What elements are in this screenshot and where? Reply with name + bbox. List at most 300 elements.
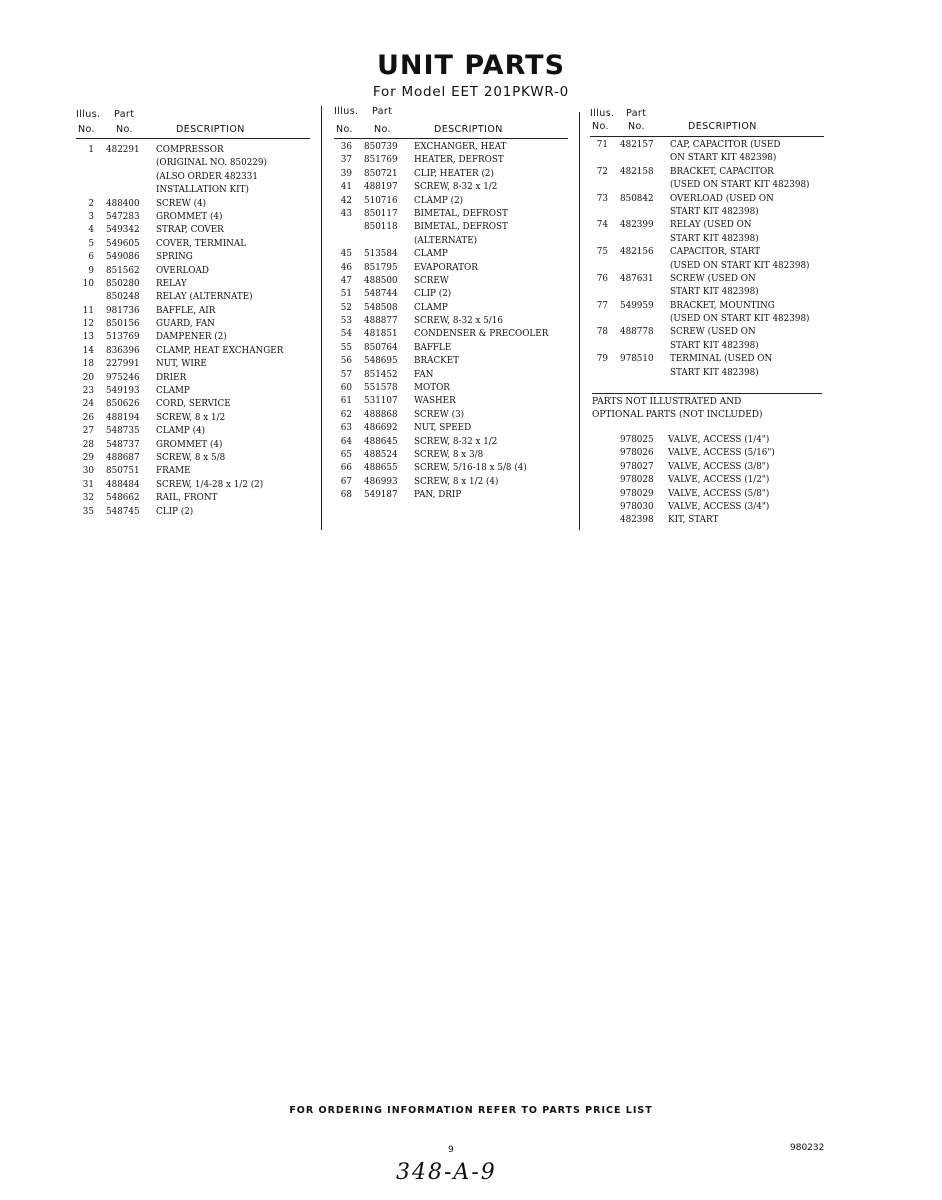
table-row	[76, 425, 310, 438]
part-number: 510716	[364, 195, 398, 206]
illus-number: 28	[82, 439, 94, 450]
part-description: COMPRESSOR	[156, 145, 224, 155]
part-number: 851562	[106, 265, 140, 276]
table-row	[590, 219, 824, 232]
part-number: 978027	[620, 461, 654, 472]
part-description: INSTALLATION KIT)	[156, 185, 249, 196]
table-row	[334, 489, 568, 502]
part-number: 548737	[106, 439, 140, 450]
part-number: 488484	[106, 479, 140, 490]
part-number: 486692	[364, 423, 398, 434]
optional-parts-section	[592, 393, 822, 528]
part-description: RELAY (ALTERNATE)	[156, 292, 253, 303]
illus-number: 27	[82, 426, 94, 437]
part-description: BRACKET, MOUNTING	[670, 300, 775, 311]
illus-number: 18	[82, 359, 94, 370]
table-row	[334, 195, 568, 208]
illus-number: 3	[88, 211, 94, 222]
part-description: FAN	[414, 369, 434, 380]
table-row	[76, 278, 310, 291]
part-number: 488655	[364, 463, 398, 474]
part-description: (USED ON START KIT 482398)	[670, 314, 810, 325]
part-number: 548662	[106, 493, 140, 504]
table-row	[590, 340, 824, 353]
list-item	[592, 474, 822, 487]
illus-number: 71	[596, 140, 608, 150]
part-number: 481851	[364, 329, 398, 340]
illus-number: 66	[340, 463, 352, 474]
illus-number: 62	[340, 409, 352, 420]
illus-number: 57	[340, 369, 352, 380]
part-description: BRACKET	[414, 356, 460, 367]
part-number: 851795	[364, 262, 398, 273]
part-number: 978028	[620, 475, 654, 486]
part-number: 487631	[620, 273, 654, 284]
table-row	[76, 492, 310, 505]
illus-number: 13	[82, 332, 94, 343]
illus-number: 24	[82, 399, 94, 410]
part-description: NUT, WIRE	[156, 359, 207, 370]
illus-no-header: No.	[592, 121, 609, 132]
table-row	[76, 372, 310, 385]
part-number: 513584	[364, 249, 398, 260]
part-description: EXCHANGER, HEAT	[414, 142, 507, 152]
illus-number: 63	[340, 423, 352, 434]
illus-number: 68	[340, 490, 352, 501]
part-description: COVER, TERMINAL	[156, 238, 247, 249]
handwritten-note: 348-A-9	[396, 1160, 497, 1185]
part-description: SCREW	[414, 275, 449, 286]
illus-number: 4	[88, 225, 94, 236]
part-number: 513769	[106, 332, 140, 343]
parts-column-1	[76, 106, 310, 519]
part-number: 851452	[364, 369, 398, 380]
table-row	[76, 465, 310, 478]
part-description: CONDENSER & PRECOOLER	[414, 329, 549, 340]
part-number: 549605	[106, 238, 140, 249]
illus-number: 78	[596, 327, 608, 338]
illus-number: 76	[596, 273, 608, 284]
column-divider	[321, 106, 322, 530]
illus-header: Illus.	[590, 108, 615, 119]
part-number: 850248	[106, 292, 140, 303]
illus-header: Illus.	[76, 109, 101, 120]
part-number: 551578	[364, 383, 398, 394]
part-description: CLAMP (2)	[414, 195, 464, 206]
part-number: 482291	[106, 145, 140, 155]
part-number: 850156	[106, 319, 140, 330]
illus-header: Illus.	[334, 106, 359, 117]
part-number: 549086	[106, 252, 140, 263]
list-item	[592, 447, 822, 460]
illus-number: 35	[82, 506, 94, 517]
part-description: CAPACITOR, START	[670, 247, 761, 258]
part-no-header: No.	[116, 124, 133, 135]
part-number: 488500	[364, 275, 398, 286]
parts-column-2	[334, 106, 568, 503]
part-number: 850842	[620, 193, 654, 204]
illus-no-header: No.	[336, 124, 353, 135]
table-row	[590, 367, 824, 380]
part-header: Part	[626, 108, 647, 119]
illus-number: 10	[82, 278, 94, 289]
table-row	[334, 221, 568, 234]
table-row	[590, 326, 824, 339]
part-number: 549193	[106, 386, 140, 397]
illus-number: 74	[596, 220, 608, 231]
table-row	[590, 286, 824, 299]
part-number: 978510	[620, 354, 654, 365]
page-title: UNIT PARTS	[376, 50, 566, 81]
part-number: 549187	[364, 490, 398, 501]
part-description: DRIER	[156, 372, 187, 383]
table-row	[590, 313, 824, 326]
illus-number: 23	[82, 386, 94, 397]
part-number: 850739	[364, 142, 398, 152]
part-description: CLAMP (4)	[156, 426, 206, 437]
table-row	[334, 355, 568, 368]
part-description: VALVE, ACCESS (5/16")	[668, 448, 775, 459]
illus-number: 52	[340, 302, 352, 313]
list-item	[592, 434, 822, 447]
table-row	[76, 479, 310, 492]
part-number: 850626	[106, 399, 140, 410]
table-row	[334, 248, 568, 261]
part-description: SCREW (USED ON	[670, 273, 756, 284]
table-row	[590, 193, 824, 206]
part-description: OVERLOAD (USED ON	[670, 193, 774, 204]
table-row	[334, 462, 568, 475]
illus-number: 60	[340, 383, 352, 394]
optional-parts-list	[592, 434, 822, 528]
part-description: (USED ON START KIT 482398)	[670, 260, 810, 271]
part-description: CAP, CAPACITOR (USED	[670, 140, 781, 150]
table-row	[334, 449, 568, 462]
part-number: 482156	[620, 247, 654, 258]
table-row	[76, 345, 310, 358]
part-description: RAIL, FRONT	[156, 493, 218, 504]
table-row	[76, 358, 310, 371]
part-description: VALVE, ACCESS (1/2")	[668, 475, 770, 486]
part-number: 482158	[620, 166, 654, 177]
parts-list	[590, 137, 824, 380]
table-row	[590, 273, 824, 286]
table-row	[334, 302, 568, 315]
table-row	[590, 139, 824, 152]
part-number: 482399	[620, 220, 654, 231]
part-description: SCREW (3)	[414, 409, 465, 420]
part-description: SCREW, 8-32 x 1/2	[414, 436, 498, 447]
part-number: 488197	[364, 182, 398, 193]
table-row	[76, 398, 310, 411]
table-row	[76, 506, 310, 519]
part-number: 488194	[106, 412, 140, 423]
illus-number: 37	[340, 155, 352, 166]
part-number: 482398	[620, 515, 654, 526]
table-row	[76, 318, 310, 331]
part-description: CLAMP, HEAT EXCHANGER	[156, 345, 284, 356]
table-row	[334, 262, 568, 275]
column-header	[590, 104, 824, 137]
part-number: 851769	[364, 155, 398, 166]
table-row	[590, 233, 824, 246]
part-description: GROMMET (4)	[156, 211, 223, 222]
column-header	[76, 106, 310, 139]
part-number: 850280	[106, 278, 140, 289]
part-number: 488778	[620, 327, 654, 338]
part-description: SCREW, 5/16-18 x 5/8 (4)	[414, 463, 527, 474]
ordering-info-footer: FOR ORDERING INFORMATION REFER TO PARTS PRICE LIST	[289, 1105, 653, 1116]
part-number: 488877	[364, 316, 398, 327]
illus-number: 14	[82, 345, 94, 356]
part-description: (ORIGINAL NO. 850229)	[156, 158, 267, 169]
illus-number: 79	[596, 354, 608, 365]
illus-number: 2	[88, 198, 94, 209]
part-number: 975246	[106, 372, 140, 383]
illus-number: 6	[88, 252, 94, 263]
table-row	[334, 382, 568, 395]
document-number: 980232	[790, 1143, 825, 1153]
page-number: 9	[448, 1145, 454, 1155]
part-description: CLIP (2)	[414, 289, 452, 300]
illus-number: 72	[596, 166, 608, 177]
part-number: 488524	[364, 449, 398, 460]
column-divider	[579, 112, 580, 530]
part-number: 227991	[106, 359, 140, 370]
illus-no-header: No.	[78, 124, 95, 135]
illus-number: 53	[340, 316, 352, 327]
illus-number: 56	[340, 356, 352, 367]
table-row	[590, 246, 824, 259]
part-number: 548745	[106, 506, 140, 517]
illus-number: 39	[340, 168, 352, 179]
part-number: 549342	[106, 225, 140, 236]
part-number: 850118	[364, 222, 398, 233]
table-row	[590, 179, 824, 192]
illus-number: 30	[82, 466, 94, 477]
illus-number: 43	[340, 208, 352, 219]
illus-number: 67	[340, 476, 352, 487]
part-description: SCREW, 1/4-28 x 1/2 (2)	[156, 479, 264, 490]
table-row	[76, 331, 310, 344]
part-description: RELAY (USED ON	[670, 220, 752, 231]
part-number: 836396	[106, 345, 140, 356]
table-row	[334, 476, 568, 489]
part-description: SCREW (USED ON	[670, 327, 756, 338]
part-description: WASHER	[414, 396, 456, 407]
part-description: VALVE, ACCESS (3/8")	[668, 461, 770, 472]
part-description: SCREW, 8 x 5/8	[156, 452, 226, 463]
part-description: BAFFLE	[414, 342, 452, 353]
table-row	[76, 211, 310, 224]
part-number: 488687	[106, 452, 140, 463]
part-number: 486993	[364, 476, 398, 487]
description-header: DESCRIPTION	[434, 124, 503, 135]
table-row	[334, 342, 568, 355]
part-number: 549959	[620, 300, 654, 311]
description-header: DESCRIPTION	[176, 124, 245, 135]
table-row	[334, 436, 568, 449]
part-description: START KIT 482398)	[670, 340, 759, 351]
part-number: 482157	[620, 140, 654, 150]
table-row	[76, 184, 310, 197]
table-row	[76, 291, 310, 304]
illus-number: 12	[82, 319, 94, 330]
illus-number: 32	[82, 493, 94, 504]
part-description: BIMETAL, DEFROST	[414, 208, 508, 219]
table-row	[334, 422, 568, 435]
part-number: 850721	[364, 168, 398, 179]
part-number: 548695	[364, 356, 398, 367]
list-item	[592, 461, 822, 474]
part-description: SCREW, 8-32 x 5/16	[414, 316, 503, 327]
illus-number: 75	[596, 247, 608, 258]
part-description: BRACKET, CAPACITOR	[670, 166, 774, 177]
part-description: BIMETAL, DEFROST	[414, 222, 508, 233]
illus-number: 61	[340, 396, 352, 407]
optional-parts-heading-2: OPTIONAL PARTS (NOT INCLUDED)	[592, 410, 763, 420]
table-row	[76, 412, 310, 425]
illus-number: 46	[340, 262, 352, 273]
part-header: Part	[372, 106, 393, 117]
table-row	[334, 141, 568, 154]
table-row	[334, 409, 568, 422]
list-item	[592, 514, 822, 527]
column-header	[334, 106, 568, 139]
table-row	[590, 353, 824, 366]
illus-number: 42	[340, 195, 352, 206]
part-description: START KIT 482398)	[670, 206, 759, 217]
parts-list	[76, 139, 310, 519]
part-description: GROMMET (4)	[156, 439, 223, 450]
table-row	[76, 144, 310, 157]
illus-number: 73	[596, 193, 608, 204]
illus-number: 54	[340, 329, 352, 340]
optional-parts-heading-1: PARTS NOT ILLUSTRATED AND	[592, 397, 742, 407]
illus-number: 1	[88, 145, 94, 155]
part-number: 488868	[364, 409, 398, 420]
part-description: SPRING	[156, 252, 193, 263]
illus-number: 64	[340, 436, 352, 447]
table-row	[334, 275, 568, 288]
part-description: VALVE, ACCESS (5/8")	[668, 488, 770, 499]
table-row	[76, 238, 310, 251]
table-row	[76, 171, 310, 184]
table-row	[76, 439, 310, 452]
table-row	[334, 315, 568, 328]
illus-number: 77	[596, 300, 608, 311]
table-row	[76, 385, 310, 398]
part-description: START KIT 482398)	[670, 287, 759, 298]
part-description: NUT, SPEED	[414, 423, 472, 434]
part-number: 548508	[364, 302, 398, 313]
part-number: 531107	[364, 396, 398, 407]
table-row	[590, 206, 824, 219]
part-description: ON START KIT 482398)	[670, 153, 777, 164]
illus-number: 29	[82, 452, 94, 463]
part-number: 548735	[106, 426, 140, 437]
part-header: Part	[114, 109, 135, 120]
table-row	[76, 251, 310, 264]
part-number: 978026	[620, 448, 654, 459]
part-description: SCREW, 8 x 1/2	[156, 412, 226, 423]
table-row	[334, 395, 568, 408]
part-description: START KIT 482398)	[670, 367, 759, 378]
part-description: CLAMP	[156, 386, 190, 397]
table-row	[334, 181, 568, 194]
table-row	[334, 154, 568, 167]
part-number: 978030	[620, 501, 654, 512]
part-description: DAMPENER (2)	[156, 332, 227, 343]
part-description: RELAY	[156, 278, 187, 289]
part-description: (ALSO ORDER 482331	[156, 171, 258, 182]
table-row	[76, 198, 310, 211]
part-description: SCREW, 8 x 3/8	[414, 449, 484, 460]
description-header: DESCRIPTION	[688, 121, 757, 132]
illus-number: 65	[340, 449, 352, 460]
table-row	[76, 224, 310, 237]
part-description: CLAMP	[414, 249, 448, 260]
part-number: 850751	[106, 466, 140, 477]
part-description: START KIT 482398)	[670, 233, 759, 244]
table-row	[590, 152, 824, 165]
parts-list	[334, 139, 568, 503]
illus-number: 11	[82, 305, 94, 316]
list-item	[592, 501, 822, 514]
part-description: CLIP, HEATER (2)	[414, 168, 494, 179]
part-description: SCREW, 8-32 x 1/2	[414, 182, 498, 193]
table-row	[334, 369, 568, 382]
page-subtitle: For Model EET 201PKWR-0	[372, 84, 570, 100]
part-description: MOTOR	[414, 383, 450, 394]
table-row	[334, 288, 568, 301]
table-row	[334, 208, 568, 221]
table-row	[590, 166, 824, 179]
part-number: 488400	[106, 198, 140, 209]
part-description: BAFFLE, AIR	[156, 305, 216, 316]
illus-number: 51	[340, 289, 352, 300]
illus-number: 31	[82, 479, 94, 490]
table-row	[334, 168, 568, 181]
table-row	[590, 300, 824, 313]
part-description: CLIP (2)	[156, 506, 194, 517]
list-item	[592, 488, 822, 501]
table-row	[76, 265, 310, 278]
part-no-header: No.	[374, 124, 391, 135]
part-description: TERMINAL (USED ON	[670, 354, 773, 365]
part-description: GUARD, FAN	[156, 319, 215, 330]
part-number: 850117	[364, 208, 398, 219]
illus-number: 26	[82, 412, 94, 423]
table-row	[76, 452, 310, 465]
part-number: 850764	[364, 342, 398, 353]
table-row	[76, 305, 310, 318]
illus-number: 45	[340, 249, 352, 260]
illus-number: 5	[88, 238, 94, 249]
part-description: (USED ON START KIT 482398)	[670, 180, 810, 191]
illus-number: 20	[82, 372, 94, 383]
part-description: CORD, SERVICE	[156, 399, 231, 410]
illus-number: 55	[340, 342, 352, 353]
part-no-header: No.	[628, 121, 645, 132]
part-number: 547283	[106, 211, 140, 222]
part-number: 548744	[364, 289, 398, 300]
table-row	[334, 235, 568, 248]
illus-number: 41	[340, 182, 352, 193]
table-row	[334, 328, 568, 341]
part-description: VALVE, ACCESS (1/4")	[668, 435, 770, 445]
part-description: SCREW, 8 x 1/2 (4)	[414, 476, 499, 487]
